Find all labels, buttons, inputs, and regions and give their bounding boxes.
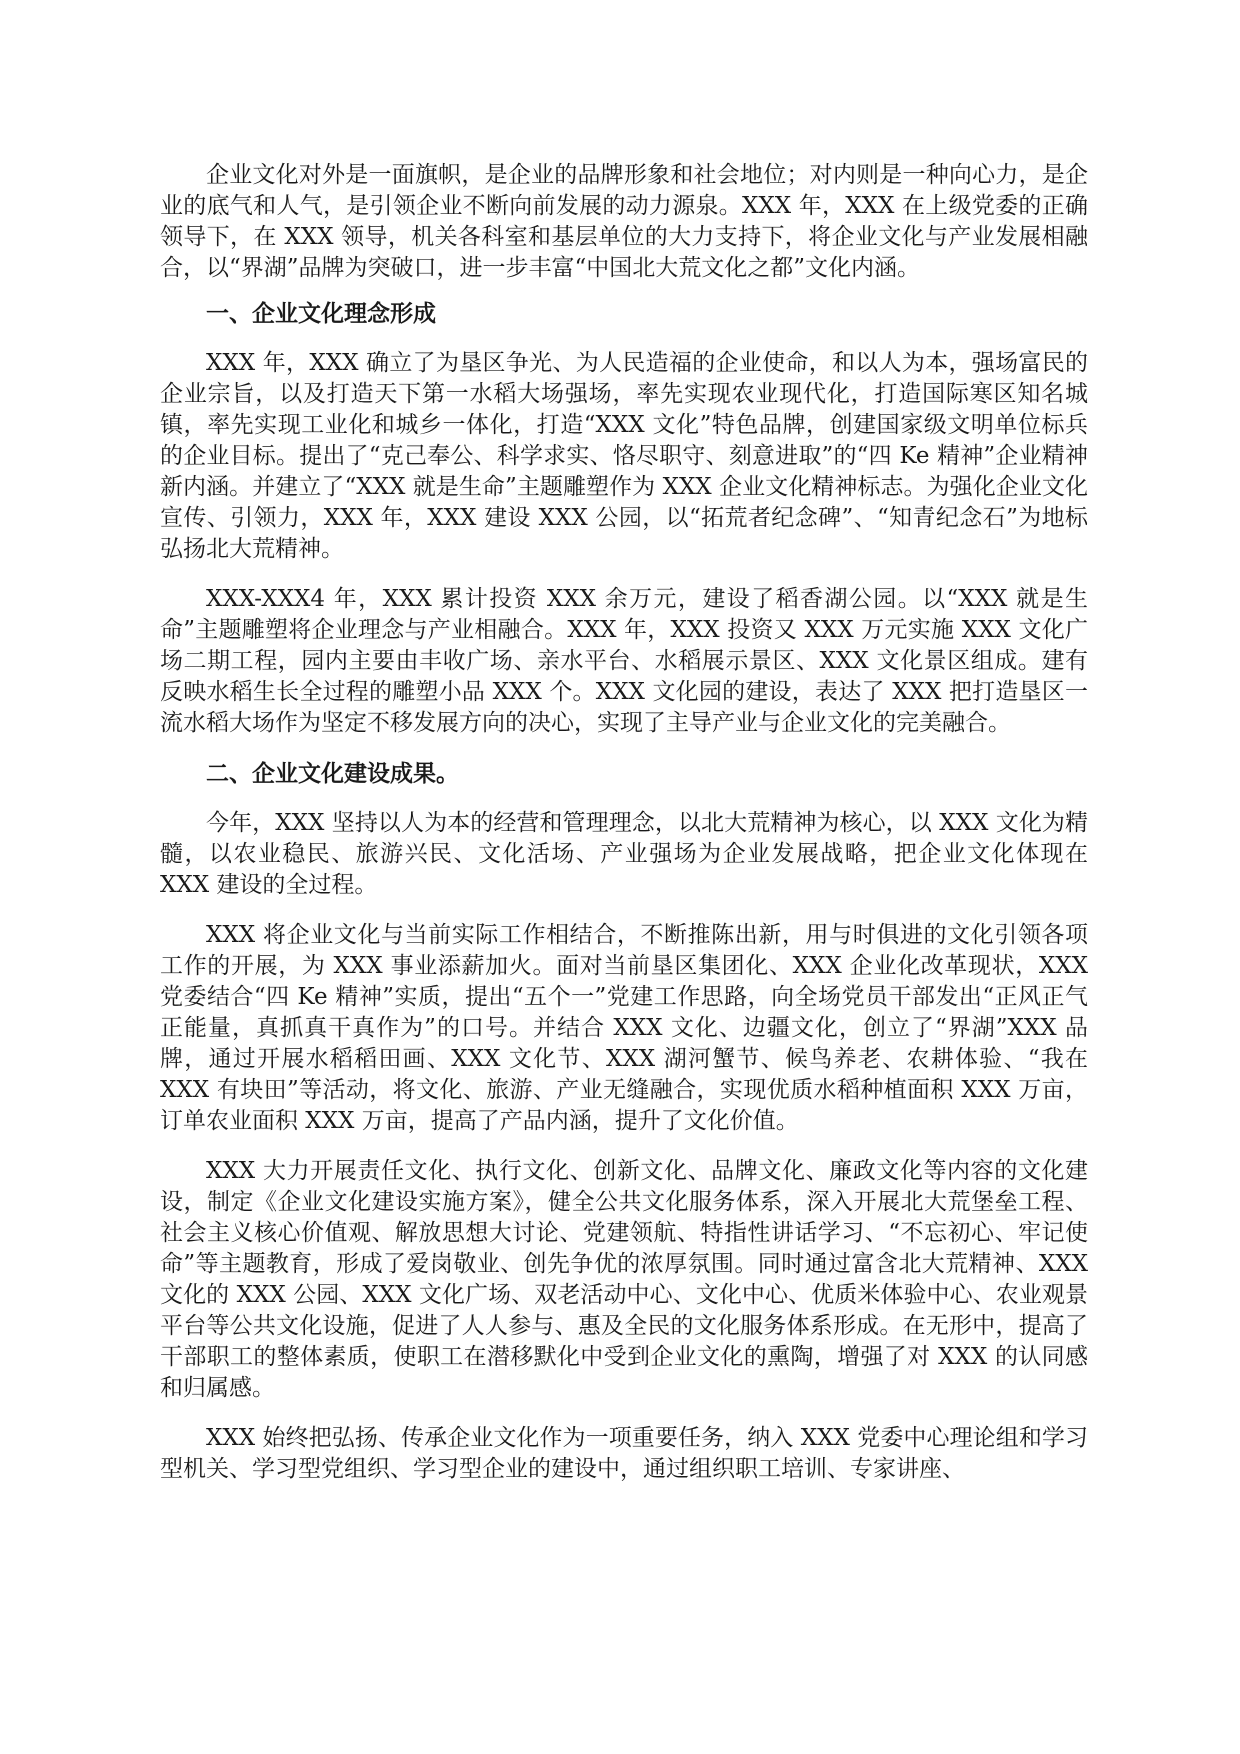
document-body xyxy=(160,160,1088,1504)
section2-paragraph-3: XXX 大力开展责任文化、执行文化、创新文化、品牌文化、廉政文化等内容的文化建设，制定《企业文化建设实施方案》，健全公共文化服务体系，深入开展北大荒堡垒工程、社会主义核心价值观、解放思想大讨论、党建领航、特指性讲话学习、“不忘初心、牢记使命”等主题教育，形成了爱岗敬业、创先争优的浓厚氛围。同时通过富含北大荒精神、XXX 文化的 XXX 公园、XXX 文化广场、双老活动中心、文化中心、优质米体验中心、农业观景平台等公共文化设施，促进了人人参与、惠及全民的文化服务体系形成。在无形中，提高了干部职工的整体素质，使职工在潜移默化中受到企业文化的熏陶，增强了对 XXX 的认同感和归属感。 xyxy=(160,1158,1088,1401)
intro-paragraph: 企业文化对外是一面旗帜，是企业的品牌形象和社会地位；对内则是一种向心力，是企业的底气和人气，是引领企业不断向前发展的动力源泉。XXX 年，XXX 在上级党委的正确领导下，在 XXX 领导，机关各科室和基层单位的大力支持下，将企业文化与产业发展相融合，以“界湖”品牌为突破口，进一步丰富“中国北大荒文化之都”文化内涵。 xyxy=(160,162,1088,281)
section-heading-2: 二、企业文化建设成果。 xyxy=(206,760,459,787)
section-heading-1: 一、企业文化理念形成 xyxy=(206,300,436,327)
section1-paragraph-2: XXX-XXX4 年，XXX 累计投资 XXX 余万元，建设了稻香湖公园。以“XXX 就是生命”主题雕塑将企业理念与产业相融合。XXX 年，XXX 投资又 XXX 万元实施 XXX 文化广场二期工程，园内主要由丰收广场、亲水平台、水稻展示景区、XXX 文化景区组成。建有反映水稻生长全过程的雕塑小品 XXX 个。XXX 文化园的建设，表达了 XXX 把打造垦区一流水稻大场作为坚定不移发展方向的决心，实现了主导产业与企业文化的完美融合。 xyxy=(160,586,1088,736)
section2-paragraph-4: XXX 始终把弘扬、传承企业文化作为一项重要任务，纳入 XXX 党委中心理论组和学习型机关、学习型党组织、学习型企业的建设中，通过组织职工培训、专家讲座、 xyxy=(160,1425,1088,1482)
section2-paragraph-2: XXX 将企业文化与当前实际工作相结合，不断推陈出新，用与时俱进的文化引领各项工作的开展，为 XXX 事业添薪加火。面对当前垦区集团化、XXX 企业化改革现状，XXX 党委结合“四 Ke 精神”实质，提出“五个一”党建工作思路，向全场党员干部发出“正风正气正能量，真抓真干真作为”的口号。并结合 XXX 文化、边疆文化，创立了“界湖”XXX 品牌，通过开展水稻稻田画、XXX 文化节、XXX 湖河蟹节、候鸟养老、农耕体验、“我在 XXX 有块田”等活动，将文化、旅游、产业无缝融合，实现优质水稻种植面积 XXX 万亩，订单农业面积 XXX 万亩，提高了产品内涵，提升了文化价值。 xyxy=(160,922,1088,1134)
section2-paragraph-1: 今年，XXX 坚持以人为本的经营和管理理念，以北大荒精神为核心，以 XXX 文化为精髓，以农业稳民、旅游兴民、文化活场、产业强场为企业发展战略，把企业文化体现在 XXX 建设的全过程。 xyxy=(160,810,1088,898)
section1-paragraph-1: XXX 年，XXX 确立了为垦区争光、为人民造福的企业使命，和以人为本，强场富民的企业宗旨，以及打造天下第一水稻大场强场，率先实现农业现代化，打造国际寒区知名城镇，率先实现工业化和城乡一体化，打造“XXX 文化”特色品牌，创建国家级文明单位标兵的企业目标。提出了“克己奉公、科学求实、恪尽职守、刻意进取”的“四 Ke 精神”企业精神新内涵。并建立了“XXX 就是生命”主题雕塑作为 XXX 企业文化精神标志。为强化企业文化宣传、引领力，XXX 年，XXX 建设 XXX 公园，以“拓荒者纪念碑”、“知青纪念石”为地标弘扬北大荒精神。 xyxy=(160,350,1088,562)
